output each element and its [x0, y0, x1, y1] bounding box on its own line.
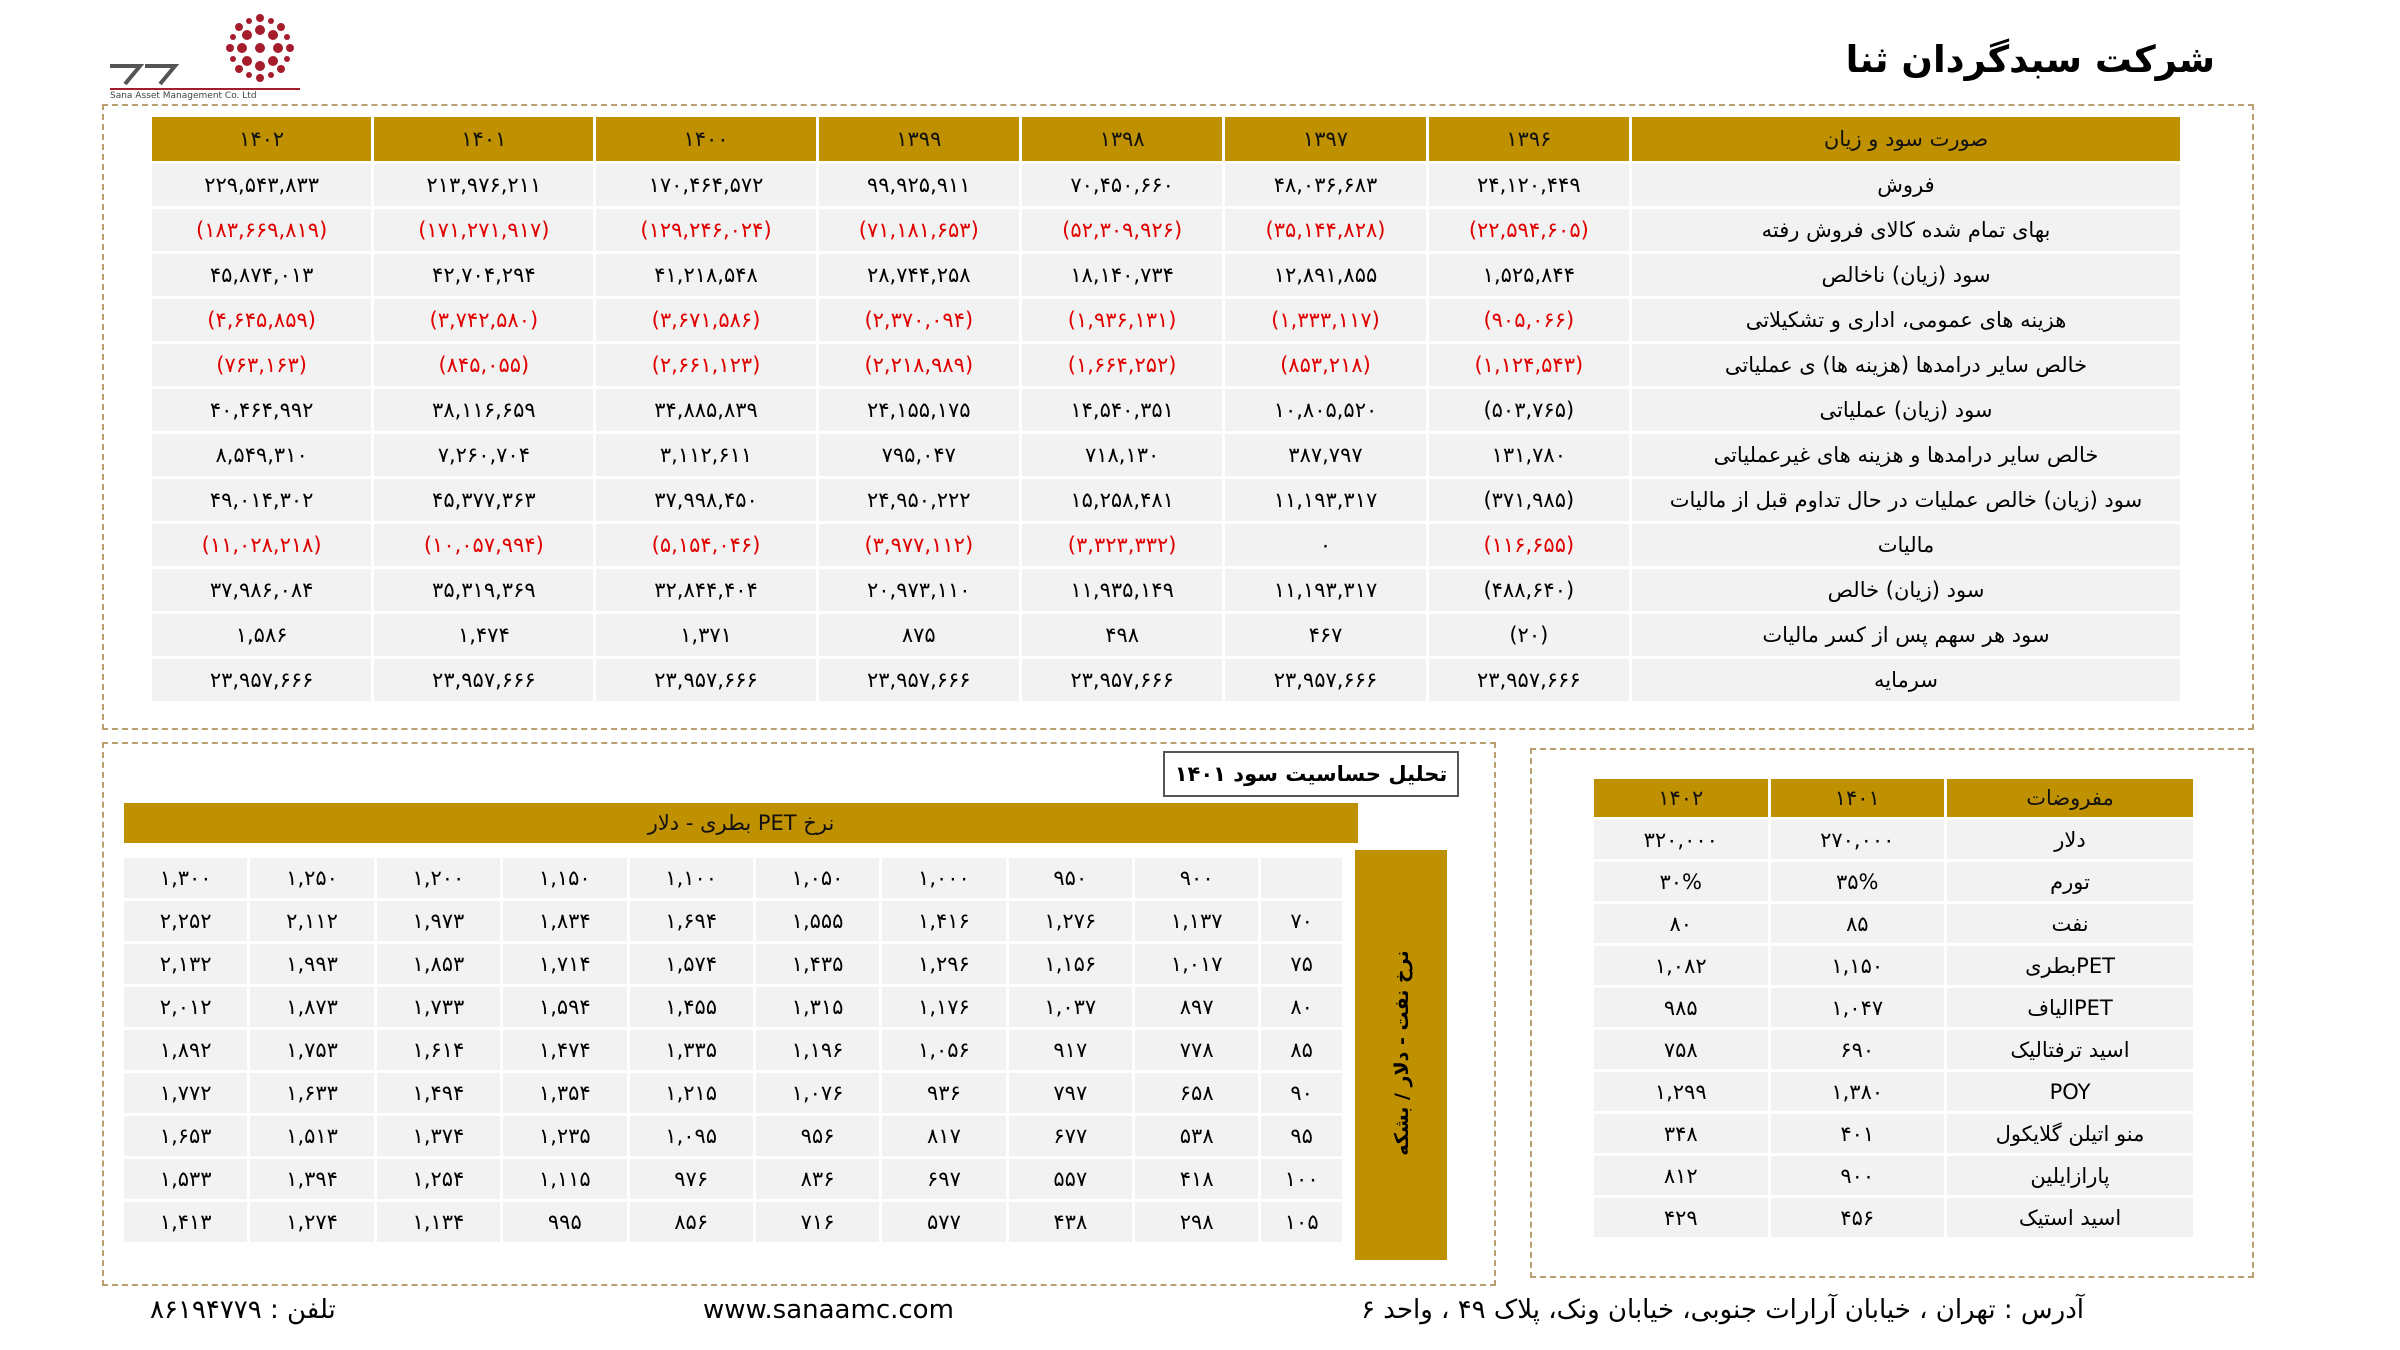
assumption-value: ۳۲۰,۰۰۰ [1594, 820, 1768, 859]
assumption-value: ۴۰۱ [1771, 1114, 1945, 1153]
sensitivity-cell: ۱,۷۱۴ [503, 944, 626, 984]
pl-row [152, 479, 2180, 521]
assumption-row [1594, 904, 2193, 943]
sensitivity-cell: ۱,۶۹۴ [630, 901, 753, 941]
sensitivity-cell: ۱,۸۹۲ [124, 1030, 247, 1070]
assumption-value: ۹۸۵ [1594, 988, 1768, 1027]
pl-year-header: ۱۴۰۰ [596, 117, 815, 161]
pl-cell: (۹۰۵,۰۶۶) [1429, 299, 1629, 341]
pl-cell: ۴۰,۴۶۴,۹۹۲ [152, 389, 371, 431]
pl-cell: (۳,۹۷۷,۱۱۲) [819, 524, 1019, 566]
sensitivity-row [124, 1073, 1342, 1113]
sensitivity-cell: ۱,۲۹۶ [882, 944, 1005, 984]
sensitivity-row [124, 1116, 1342, 1156]
pet-price-header: ۱,۲۵۰ [250, 858, 373, 898]
assumption-value: ۱,۱۵۰ [1771, 946, 1945, 985]
pl-cell: ۲۳,۹۵۷,۶۶۶ [819, 659, 1019, 701]
pl-cell: ۱۱,۹۳۵,۱۴۹ [1022, 569, 1222, 611]
assumption-label: اسید استیک [1947, 1198, 2193, 1237]
pl-row-label: سود هر سهم پس از کسر مالیات [1632, 614, 2180, 656]
pl-cell: ۸,۵۴۹,۳۱۰ [152, 434, 371, 476]
assumption-value: ۹۰۰ [1771, 1156, 1945, 1195]
pl-row-label: مالیات [1632, 524, 2180, 566]
pl-cell: ۴۸,۰۳۶,۶۸۳ [1225, 164, 1425, 206]
pl-cell: ۴۹,۰۱۴,۳۰۲ [152, 479, 371, 521]
assumption-label: POY [1947, 1072, 2193, 1111]
pl-cell: ۲۳,۹۵۷,۶۶۶ [152, 659, 371, 701]
pl-row [152, 209, 2180, 251]
flower-logo-icon [226, 14, 294, 82]
pl-cell: (۱,۱۲۴,۵۴۳) [1429, 344, 1629, 386]
pl-cell: ۹۹,۹۲۵,۹۱۱ [819, 164, 1019, 206]
pl-row-label: سود (زیان) ناخالص [1632, 254, 2180, 296]
assumption-value: ۳۵% [1771, 862, 1945, 901]
oil-axis-label: نرخ نفت - دلار / بشکه [1391, 950, 1413, 1156]
pl-row-label: هزینه های عمومی، اداری و تشکیلاتی [1632, 299, 2180, 341]
sensitivity-cell: ۱,۴۷۴ [503, 1030, 626, 1070]
pl-cell: (۸۵۳,۲۱۸) [1225, 344, 1425, 386]
sensitivity-cell: ۱,۲۷۴ [250, 1202, 373, 1242]
sensitivity-cell: ۱,۸۷۳ [250, 987, 373, 1027]
sensitivity-cell: ۱,۳۹۴ [250, 1159, 373, 1199]
income-statement-table [149, 114, 2183, 704]
sensitivity-cell: ۱,۸۵۳ [377, 944, 500, 984]
sensitivity-corner [1261, 858, 1342, 898]
pl-cell: ۳۸,۱۱۶,۶۵۹ [374, 389, 593, 431]
sensitivity-cell: ۱,۲۷۶ [1009, 901, 1132, 941]
pl-cell: ۱,۳۷۱ [596, 614, 815, 656]
pl-cell: (۱,۹۳۶,۱۳۱) [1022, 299, 1222, 341]
pl-cell: (۳۵,۱۴۴,۸۲۸) [1225, 209, 1425, 251]
assumption-row [1594, 1114, 2193, 1153]
sensitivity-cell: ۱,۸۳۴ [503, 901, 626, 941]
sensitivity-cell: ۱,۰۳۷ [1009, 987, 1132, 1027]
sensitivity-cell: ۲,۲۵۲ [124, 901, 247, 941]
pl-cell: (۱۱,۰۲۸,۲۱۸) [152, 524, 371, 566]
pl-cell: (۳,۷۴۲,۵۸۰) [374, 299, 593, 341]
pl-row [152, 344, 2180, 386]
assumption-label: دلار [1947, 820, 2193, 859]
pl-cell: ۱۳۱,۷۸۰ [1429, 434, 1629, 476]
pl-cell: ۳,۱۱۲,۶۱۱ [596, 434, 815, 476]
sensitivity-row [124, 1159, 1342, 1199]
assumption-value: ۴۵۶ [1771, 1198, 1945, 1237]
pl-cell: (۱,۶۶۴,۲۵۲) [1022, 344, 1222, 386]
pl-year-header: ۱۳۹۶ [1429, 117, 1629, 161]
oil-price-header: ۱۰۵ [1261, 1202, 1342, 1242]
sensitivity-cell: ۵۵۷ [1009, 1159, 1132, 1199]
assumption-label: تورم [1947, 862, 2193, 901]
sensitivity-cell: ۱,۲۵۴ [377, 1159, 500, 1199]
pl-cell: (۱۱۶,۶۵۵) [1429, 524, 1629, 566]
pet-price-header: ۹۰۰ [1135, 858, 1258, 898]
pl-cell: ۸۷۵ [819, 614, 1019, 656]
footer-phone: تلفن : ۸۶۱۹۴۷۷۹ [150, 1295, 336, 1325]
sensitivity-cell: ۱,۰۱۷ [1135, 944, 1258, 984]
pl-cell: ۱۵,۲۵۸,۴۸۱ [1022, 479, 1222, 521]
sensitivity-cell: ۱,۵۷۴ [630, 944, 753, 984]
sensitivity-cell: ۶۵۸ [1135, 1073, 1258, 1113]
sensitivity-cell: ۹۷۶ [630, 1159, 753, 1199]
assumption-row [1594, 1072, 2193, 1111]
sensitivity-cell: ۸۱۷ [882, 1116, 1005, 1156]
pl-cell: (۳,۳۲۳,۳۳۲) [1022, 524, 1222, 566]
pl-cell: (۲۲,۵۹۴,۶۰۵) [1429, 209, 1629, 251]
oil-price-header: ۷۰ [1261, 901, 1342, 941]
pl-cell: (۲۰) [1429, 614, 1629, 656]
sensitivity-cell: ۱,۵۱۳ [250, 1116, 373, 1156]
assumption-value: ۸۰ [1594, 904, 1768, 943]
pl-cell: ۲۸,۷۴۴,۲۵۸ [819, 254, 1019, 296]
pet-price-header: ۹۵۰ [1009, 858, 1132, 898]
sensitivity-cell: ۹۳۶ [882, 1073, 1005, 1113]
pl-cell: ۲۱۳,۹۷۶,۲۱۱ [374, 164, 593, 206]
assumption-value: ۱,۰۴۷ [1771, 988, 1945, 1027]
pl-cell: ۱۱,۱۹۳,۳۱۷ [1225, 479, 1425, 521]
pet-price-header: ۱,۱۰۰ [630, 858, 753, 898]
sensitivity-cell: ۱,۰۵۶ [882, 1030, 1005, 1070]
pl-cell: ۴۶۷ [1225, 614, 1425, 656]
assumption-value: ۲۷۰,۰۰۰ [1771, 820, 1945, 859]
pl-cell: ۲۴,۱۵۵,۱۷۵ [819, 389, 1019, 431]
pl-header-label: صورت سود و زیان [1632, 117, 2180, 161]
pet-price-header: ۱,۱۵۰ [503, 858, 626, 898]
assumption-row [1594, 820, 2193, 859]
pl-cell: ۲۴,۹۵۰,۲۲۲ [819, 479, 1019, 521]
pl-cell: ۲۳,۹۵۷,۶۶۶ [1225, 659, 1425, 701]
pl-cell: ۴۹۸ [1022, 614, 1222, 656]
sensitivity-title: تحلیل حساسیت سود ۱۴۰۱ [1163, 751, 1459, 797]
assumption-value: ۳۰% [1594, 862, 1768, 901]
sensitivity-cell: ۹۹۵ [503, 1202, 626, 1242]
pet-price-header: ۱,۲۰۰ [377, 858, 500, 898]
sensitivity-cell: ۱,۶۳۳ [250, 1073, 373, 1113]
pl-cell: ۱۲,۸۹۱,۸۵۵ [1225, 254, 1425, 296]
sensitivity-cell: ۱,۳۳۵ [630, 1030, 753, 1070]
pl-cell: (۱,۳۳۳,۱۱۷) [1225, 299, 1425, 341]
pl-cell: ۱۸,۱۴۰,۷۳۴ [1022, 254, 1222, 296]
company-logo [100, 8, 310, 103]
assumption-value: ۴۲۹ [1594, 1198, 1768, 1237]
pl-cell: ۱۱,۱۹۳,۳۱۷ [1225, 569, 1425, 611]
pl-row-label: خالص سایر درامدها و هزینه های غیرعملیاتی [1632, 434, 2180, 476]
pl-cell: (۲,۲۱۸,۹۸۹) [819, 344, 1019, 386]
sensitivity-cell: ۱,۳۷۴ [377, 1116, 500, 1156]
pl-cell: (۸۴۵,۰۵۵) [374, 344, 593, 386]
pl-cell: ۱۰,۸۰۵,۵۲۰ [1225, 389, 1425, 431]
assumption-value: ۸۵ [1771, 904, 1945, 943]
pl-cell: (۱۷۱,۲۷۱,۹۱۷) [374, 209, 593, 251]
pl-cell: ۳۴,۸۸۵,۸۳۹ [596, 389, 815, 431]
pl-cell: ۳۲,۸۴۴,۴۰۴ [596, 569, 815, 611]
pl-row [152, 659, 2180, 701]
sensitivity-cell: ۱,۷۵۳ [250, 1030, 373, 1070]
sensitivity-cell: ۹۵۶ [756, 1116, 879, 1156]
sensitivity-cell: ۲,۱۱۲ [250, 901, 373, 941]
pl-row [152, 164, 2180, 206]
sensitivity-cell: ۱,۵۳۳ [124, 1159, 247, 1199]
assumption-value: ۱,۳۸۰ [1771, 1072, 1945, 1111]
sensitivity-row [124, 1030, 1342, 1070]
sensitivity-cell: ۱,۵۹۴ [503, 987, 626, 1027]
sensitivity-cell: ۱,۶۵۳ [124, 1116, 247, 1156]
sensitivity-cell: ۵۷۷ [882, 1202, 1005, 1242]
assumptions-year-header: ۱۴۰۲ [1594, 779, 1768, 817]
assumption-row [1594, 1030, 2193, 1069]
pl-row-label: سود (زیان) خالص [1632, 569, 2180, 611]
pl-cell: (۷۱,۱۸۱,۶۵۳) [819, 209, 1019, 251]
sensitivity-row [124, 901, 1342, 941]
assumption-value: ۸۱۲ [1594, 1156, 1768, 1195]
assumption-row [1594, 1156, 2193, 1195]
sensitivity-cell: ۱,۴۱۳ [124, 1202, 247, 1242]
assumption-value: ۳۴۸ [1594, 1114, 1768, 1153]
pl-cell: (۴۸۸,۶۴۰) [1429, 569, 1629, 611]
pl-cell: ۱۴,۵۴۰,۳۵۱ [1022, 389, 1222, 431]
sensitivity-cell: ۱,۱۳۴ [377, 1202, 500, 1242]
sensitivity-cell: ۱,۲۱۵ [630, 1073, 753, 1113]
pl-cell: ۷,۲۶۰,۷۰۴ [374, 434, 593, 476]
sensitivity-table [121, 855, 1345, 1245]
pl-cell: ۰ [1225, 524, 1425, 566]
oil-price-header: ۱۰۰ [1261, 1159, 1342, 1199]
pl-row-label: خالص سایر درامدها (هزینه ها) ی عملیاتی [1632, 344, 2180, 386]
sensitivity-cell: ۲,۱۳۲ [124, 944, 247, 984]
pl-year-header: ۱۴۰۱ [374, 117, 593, 161]
pl-cell: (۱۰,۰۵۷,۹۹۴) [374, 524, 593, 566]
pl-cell: ۴۵,۸۷۴,۰۱۳ [152, 254, 371, 296]
assumptions-table [1591, 776, 2196, 1240]
pl-cell: (۵,۱۵۴,۰۴۶) [596, 524, 815, 566]
pl-cell: ۴۱,۲۱۸,۵۴۸ [596, 254, 815, 296]
footer-address: آدرس : تهران ، خیابان آرارات جنوبی، خیابان ونک، پلاک ۴۹ ، واحد ۶ [1361, 1295, 2084, 1325]
pl-year-header: ۱۴۰۲ [152, 117, 371, 161]
footer-website[interactable]: www.sanaamc.com [703, 1295, 954, 1325]
pl-row [152, 569, 2180, 611]
pl-cell: ۲۴,۱۲۰,۴۴۹ [1429, 164, 1629, 206]
sensitivity-cell: ۱,۱۷۶ [882, 987, 1005, 1027]
oil-price-header: ۸۰ [1261, 987, 1342, 1027]
pl-row [152, 254, 2180, 296]
pl-row-label: فروش [1632, 164, 2180, 206]
pl-row-label: سود (زیان) عملیاتی [1632, 389, 2180, 431]
assumption-label: اسید ترفتالیک [1947, 1030, 2193, 1069]
sensitivity-cell: ۱,۹۹۳ [250, 944, 373, 984]
assumption-value: ۷۵۸ [1594, 1030, 1768, 1069]
pl-cell: ۴۲,۷۰۴,۲۹۴ [374, 254, 593, 296]
oil-price-header: ۹۰ [1261, 1073, 1342, 1113]
sensitivity-cell: ۷۹۷ [1009, 1073, 1132, 1113]
assumption-row [1594, 1198, 2193, 1237]
sensitivity-cell: ۱,۱۹۶ [756, 1030, 879, 1070]
pl-cell: ۲۳,۹۵۷,۶۶۶ [374, 659, 593, 701]
assumption-label: پارازایلین [1947, 1156, 2193, 1195]
assumptions-year-header: ۱۴۰۱ [1771, 779, 1945, 817]
pl-cell: ۳۵,۳۱۹,۳۶۹ [374, 569, 593, 611]
pet-axis-header [124, 803, 1358, 843]
pl-row-label: سود (زیان) خالص عملیات در حال تداوم قبل از مالیات [1632, 479, 2180, 521]
sensitivity-cell: ۱,۴۱۶ [882, 901, 1005, 941]
pl-cell: ۳۷,۹۹۸,۴۵۰ [596, 479, 815, 521]
sensitivity-cell: ۱,۱۳۷ [1135, 901, 1258, 941]
pl-cell: ۳۸۷,۷۹۷ [1225, 434, 1425, 476]
sensitivity-cell: ۱,۲۳۵ [503, 1116, 626, 1156]
sensitivity-cell: ۱,۵۵۵ [756, 901, 879, 941]
pl-cell: ۷۱۸,۱۳۰ [1022, 434, 1222, 476]
pl-year-header: ۱۳۹۹ [819, 117, 1019, 161]
sensitivity-row [124, 944, 1342, 984]
pl-cell: (۱۸۳,۶۶۹,۸۱۹) [152, 209, 371, 251]
company-title: شرکت سبدگردان ثنا [1845, 38, 2215, 81]
sensitivity-cell: ۱,۷۷۲ [124, 1073, 247, 1113]
sensitivity-cell: ۲,۰۱۲ [124, 987, 247, 1027]
pl-year-header: ۱۳۹۸ [1022, 117, 1222, 161]
sensitivity-cell: ۱,۴۳۵ [756, 944, 879, 984]
sensitivity-header-row [124, 858, 1342, 898]
oil-price-header: ۷۵ [1261, 944, 1342, 984]
pl-cell: (۷۶۳,۱۶۳) [152, 344, 371, 386]
oil-price-header: ۸۵ [1261, 1030, 1342, 1070]
pl-row-label: بهای تمام شده کالای فروش رفته [1632, 209, 2180, 251]
assumption-row [1594, 946, 2193, 985]
sensitivity-cell: ۱,۹۷۳ [377, 901, 500, 941]
pl-cell: ۷۰,۴۵۰,۶۶۰ [1022, 164, 1222, 206]
pl-row [152, 389, 2180, 431]
sensitivity-cell: ۵۳۸ [1135, 1116, 1258, 1156]
assumption-row [1594, 988, 2193, 1027]
sensitivity-cell: ۲۹۸ [1135, 1202, 1258, 1242]
pl-cell: ۷۹۵,۰۴۷ [819, 434, 1019, 476]
sensitivity-cell: ۱,۴۹۴ [377, 1073, 500, 1113]
sensitivity-cell: ۸۹۷ [1135, 987, 1258, 1027]
oil-price-header: ۹۵ [1261, 1116, 1342, 1156]
pl-year-header: ۱۳۹۷ [1225, 117, 1425, 161]
pet-price-header: ۱,۳۰۰ [124, 858, 247, 898]
sensitivity-cell: ۷۱۶ [756, 1202, 879, 1242]
assumption-value: ۶۹۰ [1771, 1030, 1945, 1069]
assumption-value: ۱,۲۹۹ [1594, 1072, 1768, 1111]
sensitivity-cell: ۱,۷۳۳ [377, 987, 500, 1027]
assumption-label: PETالیاف [1947, 988, 2193, 1027]
pet-price-header: ۱,۰۵۰ [756, 858, 879, 898]
sensitivity-cell: ۶۹۷ [882, 1159, 1005, 1199]
pl-cell: ۳۷,۹۸۶,۰۸۴ [152, 569, 371, 611]
sensitivity-cell: ۱,۴۵۵ [630, 987, 753, 1027]
sensitivity-cell: ۴۳۸ [1009, 1202, 1132, 1242]
assumption-row [1594, 862, 2193, 901]
pl-cell: (۲,۶۶۱,۱۲۳) [596, 344, 815, 386]
sensitivity-cell: ۱,۱۵۶ [1009, 944, 1132, 984]
sensitivity-row [124, 987, 1342, 1027]
sensitivity-cell: ۴۱۸ [1135, 1159, 1258, 1199]
pl-cell: ۲۳,۹۵۷,۶۶۶ [596, 659, 815, 701]
pl-cell: (۳,۶۷۱,۵۸۶) [596, 299, 815, 341]
assumption-value: ۱,۰۸۲ [1594, 946, 1768, 985]
sensitivity-cell: ۱,۳۵۴ [503, 1073, 626, 1113]
pl-cell: ۱۷۰,۴۶۴,۵۷۲ [596, 164, 815, 206]
sensitivity-row [124, 1202, 1342, 1242]
assumption-label: نفت [1947, 904, 2193, 943]
sensitivity-cell: ۱,۰۷۶ [756, 1073, 879, 1113]
pl-cell: ۲۳,۹۵۷,۶۶۶ [1022, 659, 1222, 701]
logo-mark-icon [110, 66, 175, 84]
pl-cell: ۲۲۹,۵۴۳,۸۳۳ [152, 164, 371, 206]
pl-row [152, 524, 2180, 566]
assumption-label: منو اتیلن گلایکول [1947, 1114, 2193, 1153]
pl-row [152, 614, 2180, 656]
pl-row-label: سرمایه [1632, 659, 2180, 701]
assumptions-header-label: مفروضات [1947, 779, 2193, 817]
pet-axis-label: نرخ PET بطری - دلار [647, 811, 835, 835]
pl-cell: ۱,۴۷۴ [374, 614, 593, 656]
sensitivity-cell: ۱,۱۱۵ [503, 1159, 626, 1199]
pl-cell: ۲۳,۹۵۷,۶۶۶ [1429, 659, 1629, 701]
sensitivity-cell: ۸۳۶ [756, 1159, 879, 1199]
sensitivity-cell: ۸۵۶ [630, 1202, 753, 1242]
pl-cell: (۴,۶۴۵,۸۵۹) [152, 299, 371, 341]
pl-cell: ۱,۵۲۵,۸۴۴ [1429, 254, 1629, 296]
sensitivity-cell: ۹۱۷ [1009, 1030, 1132, 1070]
pl-cell: (۵۲,۳۰۹,۹۲۶) [1022, 209, 1222, 251]
pl-row [152, 299, 2180, 341]
pet-price-header: ۱,۰۰۰ [882, 858, 1005, 898]
pl-cell: ۲۰,۹۷۳,۱۱۰ [819, 569, 1019, 611]
pl-cell: (۱۲۹,۲۴۶,۰۲۴) [596, 209, 815, 251]
sensitivity-cell: ۷۷۸ [1135, 1030, 1258, 1070]
pl-cell: ۱,۵۸۶ [152, 614, 371, 656]
assumption-label: PETبطری [1947, 946, 2193, 985]
logo-text: Sana Asset Management Co. Ltd [110, 91, 257, 101]
sensitivity-cell: ۱,۳۱۵ [756, 987, 879, 1027]
pl-cell: ۴۵,۳۷۷,۳۶۳ [374, 479, 593, 521]
pl-row [152, 434, 2180, 476]
sensitivity-cell: ۱,۶۱۴ [377, 1030, 500, 1070]
pl-cell: (۲,۳۷۰,۰۹۴) [819, 299, 1019, 341]
pl-cell: (۳۷۱,۹۸۵) [1429, 479, 1629, 521]
pl-cell: (۵۰۳,۷۶۵) [1429, 389, 1629, 431]
sensitivity-cell: ۱,۰۹۵ [630, 1116, 753, 1156]
sensitivity-cell: ۶۷۷ [1009, 1116, 1132, 1156]
